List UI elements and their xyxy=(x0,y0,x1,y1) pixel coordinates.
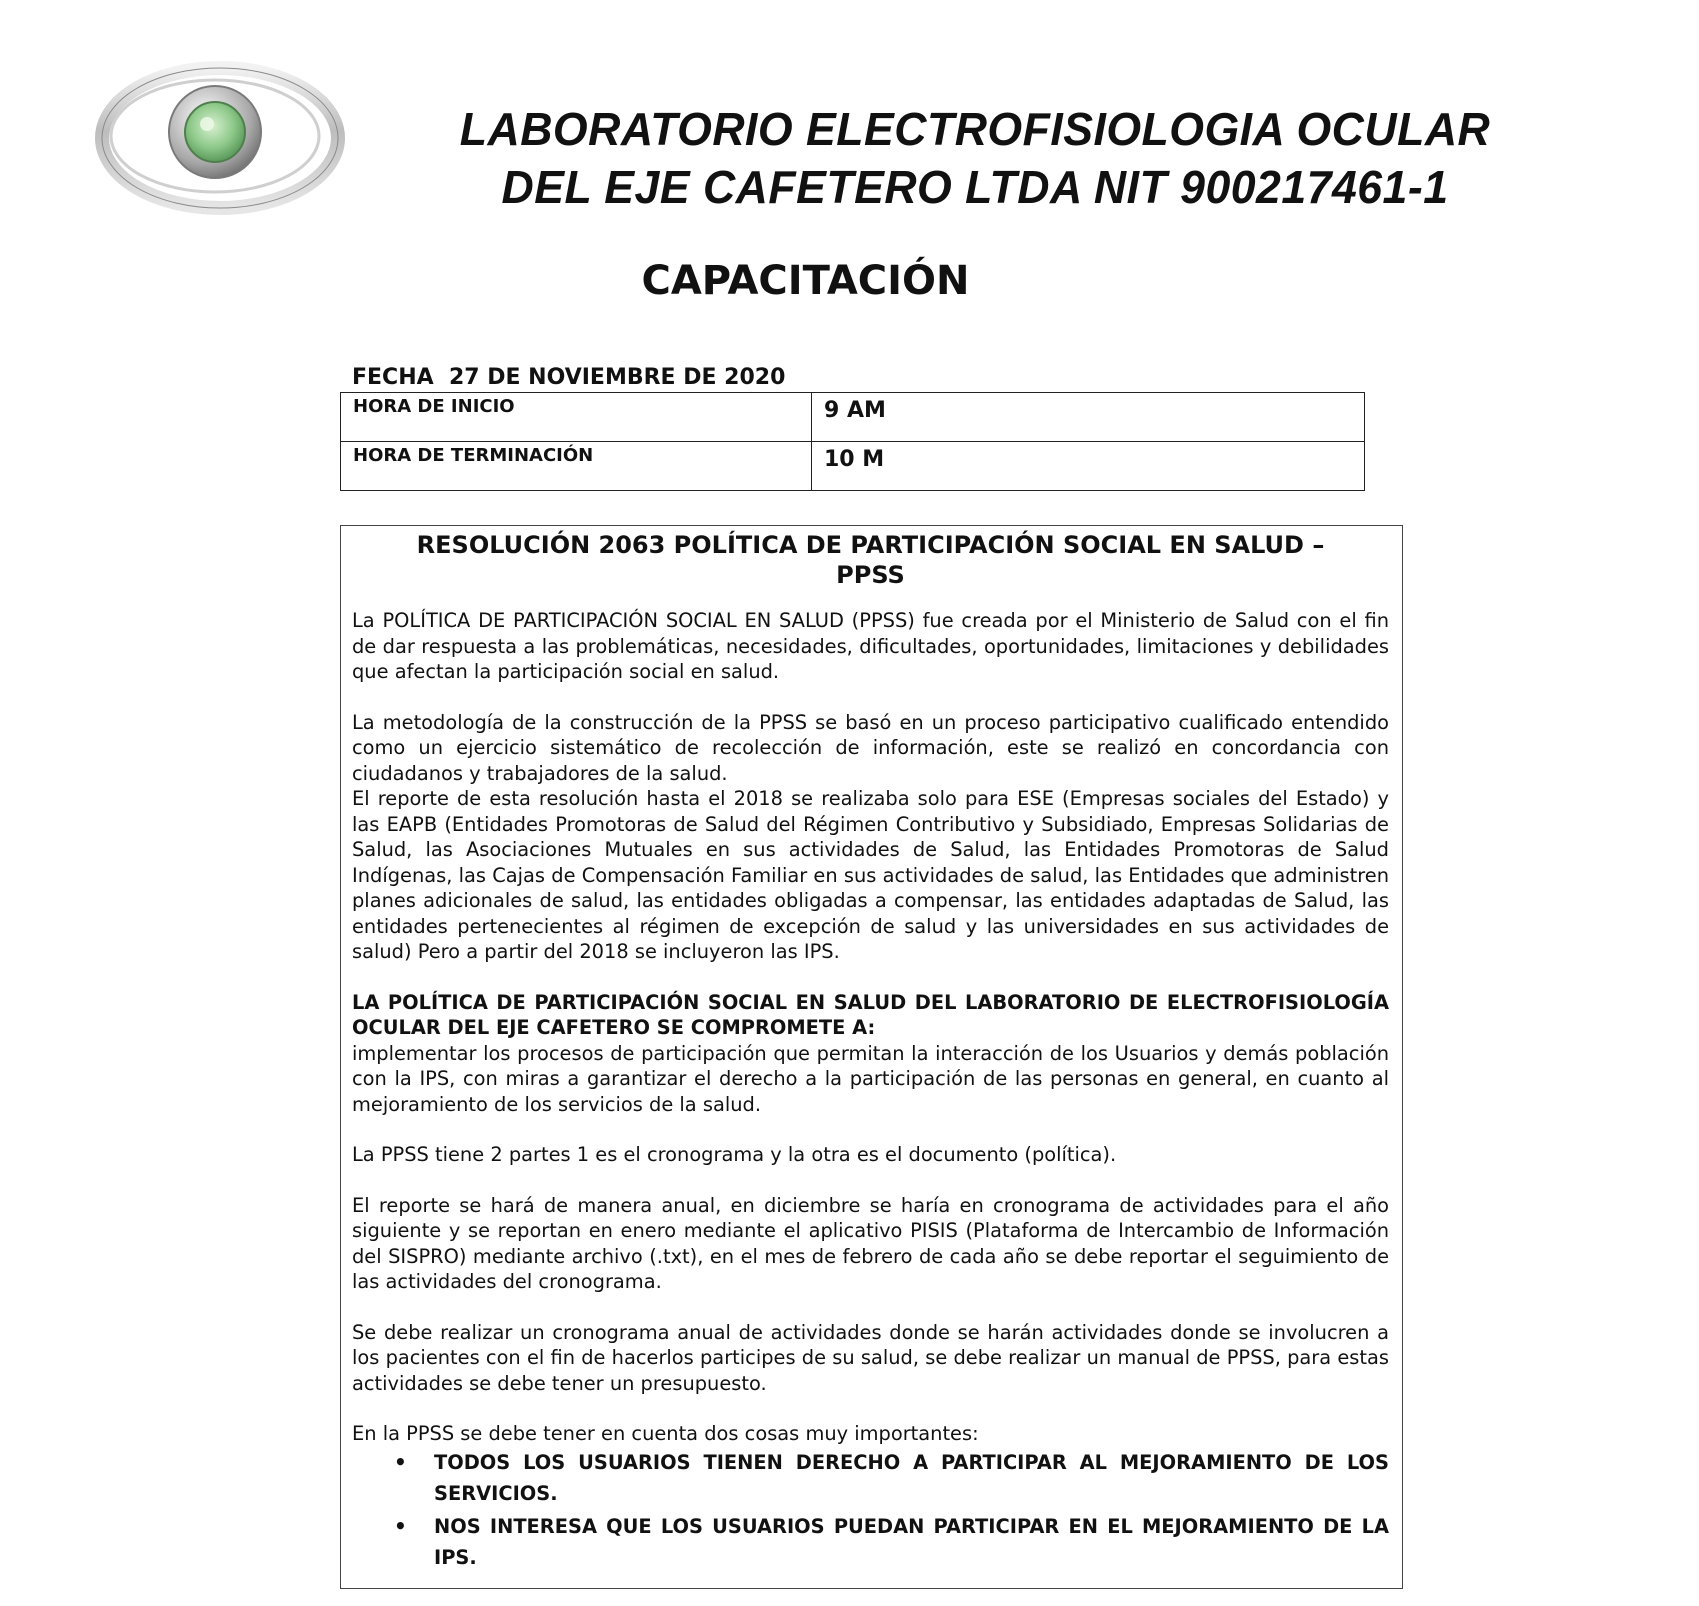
list-item xyxy=(352,1511,1389,1573)
start-time-label: HORA DE INICIO xyxy=(341,393,812,442)
start-time-value: 9 AM xyxy=(812,393,1365,442)
paragraph-report-scope: El reporte de esta resolución hasta el 2018 se realizaba solo para ESE (Empresas sociales del Estado) y las EAPB (Entidades Promotoras de Salud del Régimen Contributivo y Subsidiado, Empresas Solidarias de Salud, las Asociaciones Mutuales en sus actividades de Salud, las Entidades Promotoras de Salud Indígenas, las Cajas de Compensación Familiar en sus actividades de salud, las Entidades que administren planes adicionales de salud, las entidades obligadas a compensar, las entidades adaptadas de Salud, las entidades pertenecientes al régimen de excepción de salud y las universidades en sus actividades de salud) Pero a partir del 2018 se incluyeron las IPS. xyxy=(352,787,1389,963)
list-item-text: TODOS LOS USUARIOS TIENEN DERECHO A PARTICIPAR AL MEJORAMIENTO DE LOS SERVICIOS. xyxy=(434,1450,1389,1505)
company-title xyxy=(446,100,1503,216)
page-title: CAPACITACIÓN xyxy=(641,258,970,304)
paragraph-intro: La POLÍTICA DE PARTICIPACIÓN SOCIAL EN SALUD (PPSS) fue creada por el Ministerio de Salud con el fin de dar respuesta a las problemáticas, necesidades, dificultades, oportunidades, limitaciones y debilidades que afectan la participación social en salud. xyxy=(352,609,1389,683)
company-title-line2: DEL EJE CAFETERO LTDA NIT 900217461-1 xyxy=(501,161,1449,213)
paragraph-parts: La PPSS tiene 2 partes 1 es el cronograma y la otra es el documento (política). xyxy=(352,1143,1117,1166)
table-row xyxy=(341,393,1365,442)
paragraph-methodology: La metodología de la construcción de la PPSS se basó en un proceso participativo cualificado entendido como un ejercicio sistemático de recolección de información, este se realizó en concordancia con ciudadanos y trabajadores de la salud. xyxy=(352,710,1389,785)
resolution-title-line1: RESOLUCIÓN 2063 POLÍTICA DE PARTICIPACIÓN SOCIAL EN SALUD – xyxy=(416,531,1325,559)
paragraph-schedule: Se debe realizar un cronograma anual de actividades donde se harán actividades donde se involucren a los pacientes con el fin de hacerlos participes de su salud, se debe realizar un manual de PPSS, para estas actividades se debe tener un presupuesto. xyxy=(352,1320,1389,1395)
eye-logo-icon xyxy=(95,58,345,228)
resolution-title xyxy=(352,530,1389,590)
important-list xyxy=(352,1447,1389,1573)
company-title-line1: LABORATORIO ELECTROFISIOLOGIA OCULAR xyxy=(459,103,1491,155)
bullet-icon: • xyxy=(394,1449,407,1474)
content-box xyxy=(340,525,1403,1589)
end-time-value: 10 M xyxy=(812,442,1365,491)
resolution-title-line2: PPSS xyxy=(836,561,905,589)
policy-commitment-heading: LA POLÍTICA DE PARTICIPACIÓN SOCIAL EN SALUD DEL LABORATORIO DE ELECTROFISIOLOGÍA OCULAR DEL EJE CAFETERO SE COMPROMETE A: xyxy=(352,990,1389,1039)
date-label: FECHA 27 DE NOVIEMBRE DE 2020 xyxy=(352,365,786,390)
list-item xyxy=(352,1447,1389,1509)
paragraph-important: En la PPSS se debe tener en cuenta dos cosas muy importantes: xyxy=(352,1422,979,1445)
table-row xyxy=(341,442,1365,491)
end-time-label: HORA DE TERMINACIÓN xyxy=(341,442,812,491)
schedule-table xyxy=(340,392,1365,491)
list-item-text: NOS INTERESA QUE LOS USUARIOS PUEDAN PARTICIPAR EN EL MEJORAMIENTO DE LA IPS. xyxy=(434,1514,1389,1569)
paragraph-commitment: implementar los procesos de participación que permitan la interacción de los Usuarios y demás población con la IPS, con miras a garantizar el derecho a la participación de las personas en general, en cuanto al mejoramiento de los servicios de la salud. xyxy=(352,1041,1389,1116)
paragraph-annual-report: El reporte se hará de manera anual, en diciembre se haría en cronograma de actividades para el año siguiente y se reportan en enero mediante el aplicativo PISIS (Plataforma de Intercambio de Información del SISPRO) mediante archivo (.txt), en el mes de febrero de cada año se debe reportar el seguimiento de las actividades del cronograma. xyxy=(352,1193,1389,1293)
bullet-icon: • xyxy=(394,1513,407,1538)
